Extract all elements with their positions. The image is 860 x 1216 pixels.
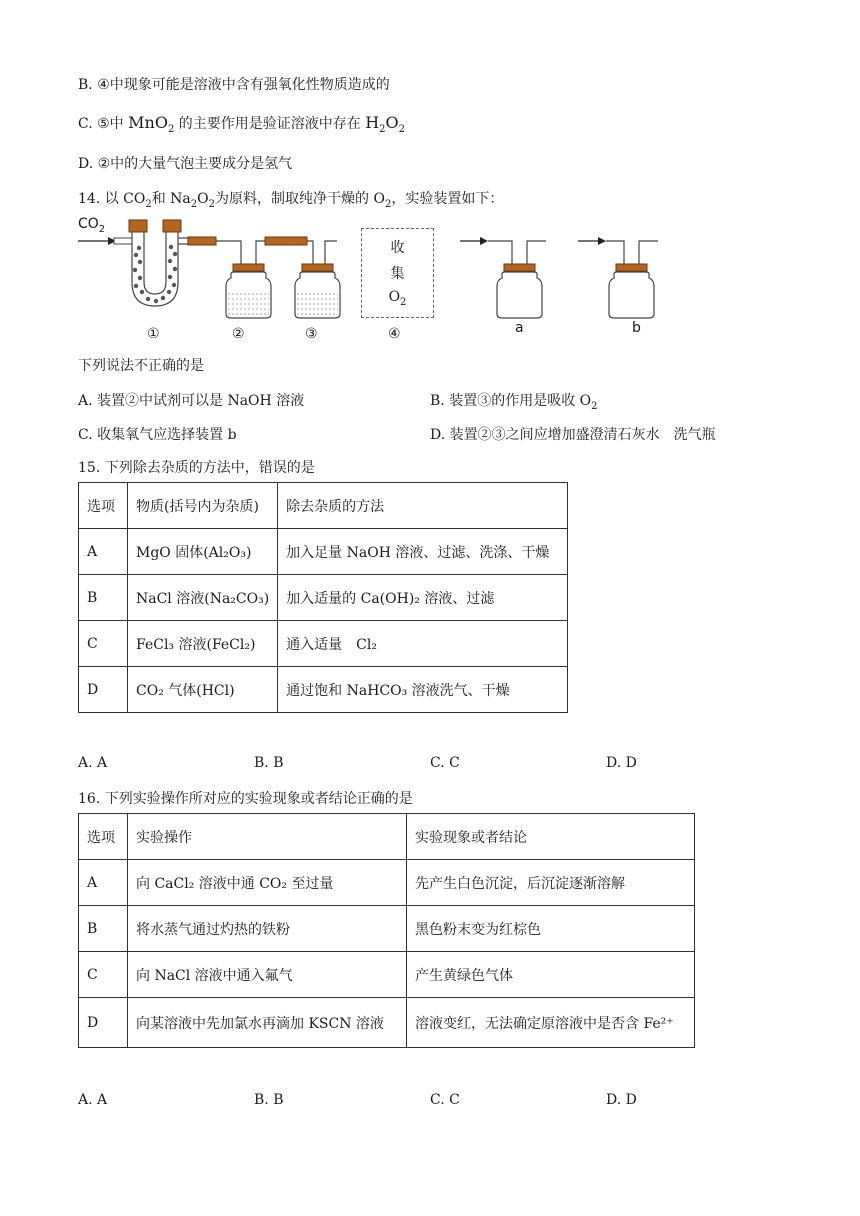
co2-inlet-label: $CO_2$ — [78, 216, 106, 235]
method-cell: 通过饱和 NaHCO₃ 溶液洗气、干燥 — [278, 667, 568, 713]
q16-answer-b: B. B — [254, 1092, 284, 1108]
table-row — [79, 575, 568, 621]
option-cell: D — [79, 998, 128, 1048]
substance-cell: MgO 固体(Al₂O₃) — [128, 529, 278, 575]
q15-answer-c: C. C — [430, 755, 460, 771]
apparatus-label-1: ① — [147, 326, 160, 342]
option-cell: C — [79, 952, 128, 998]
q16-answer-d: D. D — [606, 1092, 637, 1108]
q15-answer-a: A. A — [78, 755, 108, 771]
apparatus-label-3: ③ — [305, 326, 318, 342]
table-row — [79, 621, 568, 667]
substance-cell: FeCl₃ 溶液(FeCl₂) — [128, 621, 278, 667]
header-cell: 实验操作 — [128, 814, 407, 860]
mno2-formula: MnO$_2$ — [128, 113, 175, 136]
apparatus-label-b: b — [632, 320, 641, 336]
table-row — [79, 952, 695, 998]
option-cell: B — [79, 575, 128, 621]
q16-table — [78, 813, 695, 1048]
q15-answer-d: D. D — [606, 755, 637, 771]
header-cell: 选项 — [79, 814, 128, 860]
q15-table — [78, 482, 568, 713]
header-cell: 选项 — [79, 483, 128, 529]
q13-option-c-mid: 的主要作用是验证溶液中存在 — [178, 116, 361, 132]
table-row — [79, 529, 568, 575]
operation-cell: 向 NaCl 溶液中通入氟气 — [128, 952, 407, 998]
table-row — [79, 667, 568, 713]
q14-option-d: D. 装置②③之间应增加盛澄清石灰水 洗气瓶 — [430, 427, 716, 443]
method-cell: 通入适量 Cl₂ — [278, 621, 568, 667]
q13-option-c-prefix: C. ⑤中 — [78, 116, 124, 132]
option-cell: C — [79, 621, 128, 667]
option-cell: A — [79, 529, 128, 575]
result-cell: 产生黄绿色气体 — [407, 952, 695, 998]
substance-cell: CO₂ 气体(HCl) — [128, 667, 278, 713]
substance-cell: NaCl 溶液(Na₂CO₃) — [128, 575, 278, 621]
q13-option-b: B. ④中现象可能是溶液中含有强氧化性物质造成的 — [78, 77, 390, 93]
q14-option-c: C. 收集氧气应选择装置 b — [78, 427, 237, 443]
apparatus-label-4: ④ — [388, 326, 401, 342]
result-cell: 溶液变红，无法确定原溶液中是否含 Fe²⁺ — [407, 998, 695, 1048]
result-cell: 黑色粉末变为红棕色 — [407, 906, 695, 952]
q14-question: 下列说法不正确的是 — [78, 358, 204, 374]
collect-char-2: 集 — [390, 266, 405, 282]
apparatus-label-2: ② — [232, 326, 245, 342]
table-row — [79, 998, 695, 1048]
collect-o2: $O_2$ — [388, 289, 407, 308]
q14-option-a: A. 装置②中试剂可以是 NaOH 溶液 — [78, 393, 305, 409]
option-cell: B — [79, 906, 128, 952]
collect-char-1: 收 — [390, 240, 405, 256]
q14-option-b: B. 装置③的作用是吸收 $O_2$ — [430, 393, 598, 412]
q15-stem: 15. 下列除去杂质的方法中，错误的是 — [78, 460, 315, 476]
q13-option-d: D. ②中的大量气泡主要成分是氢气 — [78, 156, 293, 172]
operation-cell: 向 CaCl₂ 溶液中通 CO₂ 至过量 — [128, 860, 407, 906]
header-cell: 物质(括号内为杂质) — [128, 483, 278, 529]
h2o2-formula: $H_2O_2$ — [365, 113, 406, 136]
table-row — [79, 906, 695, 952]
q14-stem: 14. 以 $CO_2$和 $Na_2O_2$为原料，制取纯净干燥的 $O_2$，实验装置如下： — [78, 191, 504, 210]
q16-answer-c: C. C — [430, 1092, 460, 1108]
table-header-row — [79, 483, 568, 529]
header-cell: 实验现象或者结论 — [407, 814, 695, 860]
option-cell: D — [79, 667, 128, 713]
apparatus-label-a: a — [515, 320, 524, 336]
option-cell: A — [79, 860, 128, 906]
operation-cell: 将水蒸气通过灼热的铁粉 — [128, 906, 407, 952]
result-cell: 先产生白色沉淀，后沉淀逐渐溶解 — [407, 860, 695, 906]
table-row — [79, 860, 695, 906]
table-header-row — [79, 814, 695, 860]
operation-cell: 向某溶液中先加氯水再滴加 KSCN 溶液 — [128, 998, 407, 1048]
method-cell: 加入足量 NaOH 溶液、过滤、洗涤、干燥 — [278, 529, 568, 575]
collect-o2-box — [361, 228, 434, 318]
q16-answer-a: A. A — [78, 1092, 108, 1108]
method-cell: 加入适量的 Ca(OH)₂ 溶液、过滤 — [278, 575, 568, 621]
q16-stem: 16. 下列实验操作所对应的实验现象或者结论正确的是 — [78, 791, 413, 807]
header-cell: 除去杂质的方法 — [278, 483, 568, 529]
q15-answer-b: B. B — [254, 755, 284, 771]
